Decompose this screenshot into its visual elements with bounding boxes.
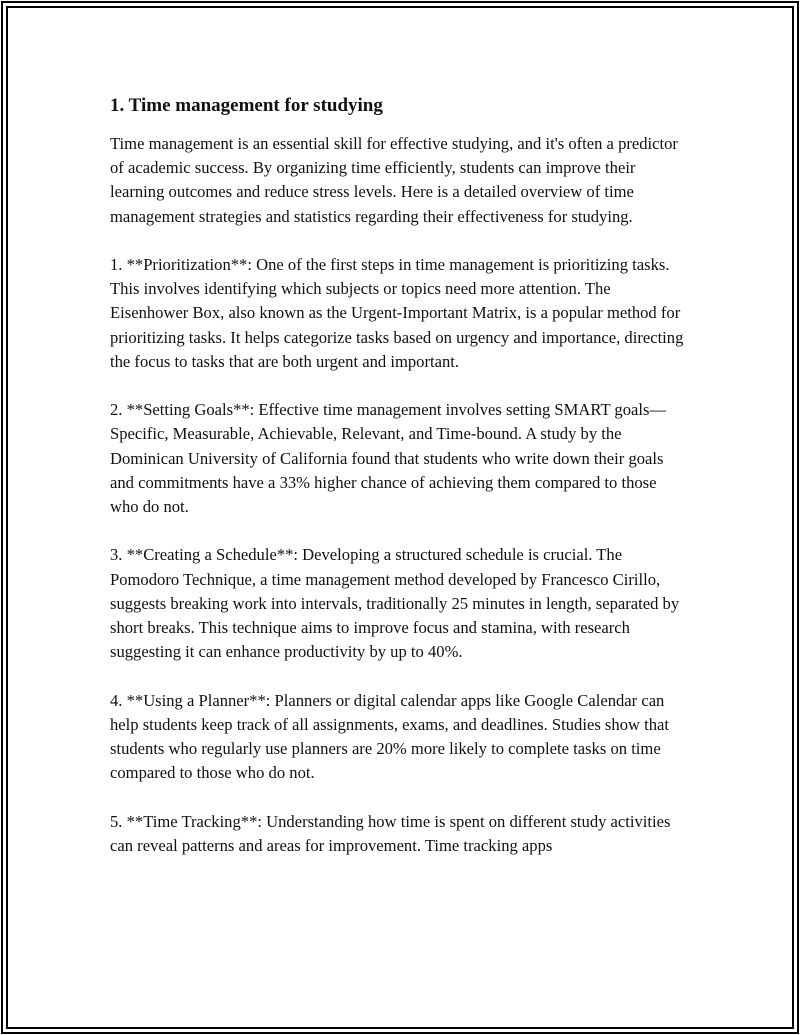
prioritization-paragraph: 1. **Prioritization**: One of the first steps in time management is prioritizing tasks. This involves identifying which subjects or topics need more attention. The Eisenhower Box, also known as the Urgent-Important Matrix, is a popular method for prioritizing tasks. It helps categorize tasks based on urgency and importance, directing the focus to tasks that are both urgent and important.: [110, 255, 684, 371]
creating-schedule-paragraph: 3. **Creating a Schedule**: Developing a structured schedule is crucial. The Pomodoro Technique, a time management method developed by Francesco Cirillo, suggests breaking work into intervals, traditionally 25 minutes in length, separated by short breaks. This technique aims to improve focus and stamina, with research suggesting it can enhance productivity by up to 40%.: [110, 545, 680, 662]
setting-goals-paragraph: 2. **Setting Goals**: Effective time management involves setting SMART goals—Specific, Measurable, Achievable, Relevant, and Time-bound. A study by the Dominican University of California found that students who write down their goals and commitments have a 33% higher chance of achieving them compared to those who do not.: [110, 400, 667, 517]
using-planner-paragraph: 4. **Using a Planner**: Planners or digital calendar apps like Google Calendar can help students keep track of all assignments, exams, and deadlines. Studies show that students who regularly use planners are 20% more likely to complete tasks on time compared to those who do not.: [110, 690, 670, 783]
intro-paragraph: Time management is an essential skill for effective studying, and it's often a predictor of academic success. By organizing time efficiently, students can improve their learning outcomes and reduce stress levels. Here is a detailed overview of time management strategies and statistics regarding their effectiveness for studying.: [110, 134, 678, 226]
time-tracking-paragraph: 5. **Time Tracking**: Understanding how time is spent on different study activities can reveal patterns and areas for improvement. Time tracking apps: [110, 811, 671, 855]
document-body: [110, 94, 685, 882]
section-heading: 1. Time management for studying: [110, 95, 383, 116]
